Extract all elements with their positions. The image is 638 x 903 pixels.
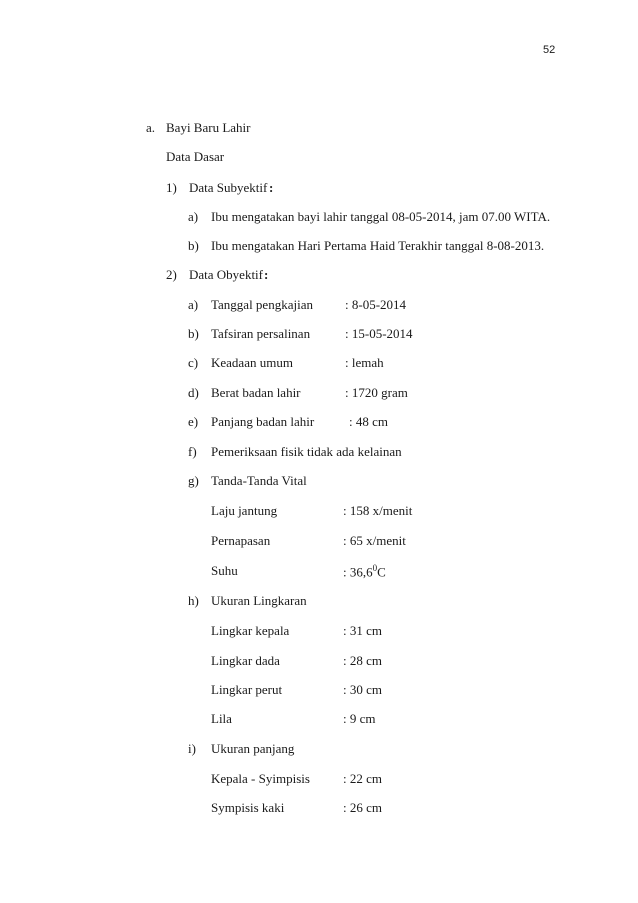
subtitle: Data Dasar <box>166 149 225 164</box>
circumference-value: : 9 cm <box>343 711 376 726</box>
subjective-colon: : <box>269 180 274 195</box>
objective-item-value: : 15-05-2014 <box>345 326 413 341</box>
vital-label: Suhu <box>211 563 238 578</box>
objective-item-value: : lemah <box>345 355 384 370</box>
objective-item-label: Tafsiran persalinan <box>211 326 311 341</box>
objective-colon: : <box>264 267 269 282</box>
temperature-number: : 36,6 <box>343 564 373 580</box>
objective-item-label: Berat badan lahir <box>211 385 301 400</box>
subjective-item-marker: a) <box>188 209 199 224</box>
length-value: : 26 cm <box>343 800 382 815</box>
circumference-value: : 28 cm <box>343 653 382 668</box>
circumference-label: Lila <box>211 711 232 726</box>
circumference-label: Lingkar kepala <box>211 623 290 638</box>
subjective-item-marker: b) <box>188 238 199 253</box>
objective-item-label: Tanggal pengkajian <box>211 297 313 312</box>
length-label: Kepala - Syimpisis <box>211 771 310 786</box>
objective-item-marker: a) <box>188 297 199 312</box>
length-label: Sympisis kaki <box>211 800 285 815</box>
subjective-item-text: Ibu mengatakan bayi lahir tanggal 08-05-2014, jam 07.00 WITA. <box>211 209 551 224</box>
section-marker: a. <box>146 120 156 135</box>
page-number: 52 <box>543 44 556 56</box>
objective-item-label: Panjang badan lahir <box>211 414 315 429</box>
temperature-unit: C <box>377 564 386 580</box>
vital-label: Laju jantung <box>211 503 278 518</box>
objective-item-text: Tanda-Tanda Vital <box>211 473 307 488</box>
objective-title: Data Obyektif <box>189 267 264 282</box>
objective-item-marker: b) <box>188 326 199 341</box>
vital-label: Pernapasan <box>211 533 271 548</box>
subjective-title: Data Subyektif <box>189 180 268 195</box>
degree-superscript: 0 <box>372 563 378 573</box>
circumference-label: Lingkar dada <box>211 653 280 668</box>
objective-item-label: Keadaan umum <box>211 355 293 370</box>
objective-item-marker: f) <box>188 444 197 459</box>
length-title: Ukuran panjang <box>211 741 295 756</box>
length-value: : 22 cm <box>343 771 382 786</box>
objective-item-text: Pemeriksaan fisik tidak ada kelainan <box>211 444 402 459</box>
circumference-marker: h) <box>188 593 199 608</box>
circumference-title: Ukuran Lingkaran <box>211 593 307 608</box>
circumference-label: Lingkar perut <box>211 682 283 697</box>
objective-item-value: : 1720 gram <box>345 385 408 400</box>
subjective-item-text: Ibu mengatakan Hari Pertama Haid Terakhir tanggal 8-08-2013. <box>211 238 545 253</box>
objective-item-marker: d) <box>188 385 199 400</box>
objective-item-value: : 48 cm <box>349 414 388 429</box>
vital-value: : 65 x/menit <box>343 533 406 548</box>
length-marker: i) <box>188 741 196 756</box>
objective-item-marker: c) <box>188 355 199 370</box>
objective-item-value: : 8-05-2014 <box>345 297 407 312</box>
vital-value: : 158 x/menit <box>343 503 413 518</box>
objective-item-marker: g) <box>188 473 199 488</box>
objective-marker: 2) <box>166 267 177 282</box>
subjective-marker: 1) <box>166 180 177 195</box>
circumference-value: : 31 cm <box>343 623 382 638</box>
circumference-value: : 30 cm <box>343 682 382 697</box>
objective-item-marker: e) <box>188 414 199 429</box>
vital-value-temperature <box>343 564 386 578</box>
section-title: Bayi Baru Lahir <box>166 120 251 135</box>
